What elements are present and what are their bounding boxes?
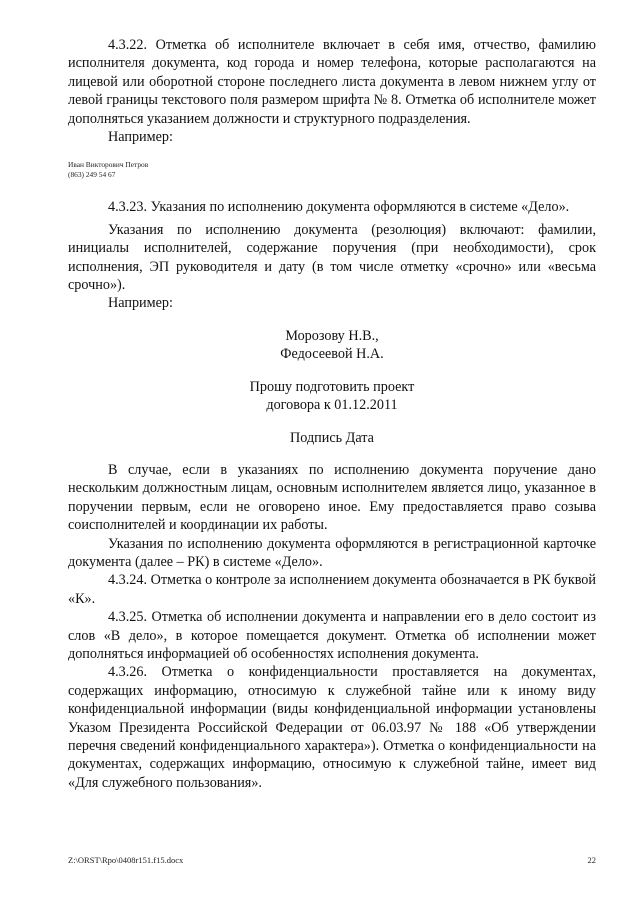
resolution-text-1: Прошу подготовить проект — [249, 378, 415, 395]
paragraph-resolution: Указания по исполнению документа (резолюция) включают: фамилии, инициалы исполнителей, содержание поручения (при необходимости), срок исполнения, ЭП руководителя и дату (в том числе отметку «срочно» или «весьма срочно»). — [68, 221, 596, 294]
paragraph-4-3-24: 4.3.24. Отметка о контроле за исполнением документа обозначается в РК буквой «К». — [68, 572, 596, 607]
resolution-signature: Подпись Дата — [290, 429, 374, 446]
page-number: 22 — [587, 855, 596, 865]
executor-phone: (863) 249 54 67 — [68, 170, 116, 180]
paragraph-4-3-25: 4.3.25. Отметка об исполнении документа и направлении его в дело состоит из слов «В дело», в которое помещается документ. Отметка об исполнении может дополняться информацией об особенностях исполнения документа. — [68, 609, 596, 662]
paragraph-4-3-26: 4.3.26. Отметка о конфиденциальности проставляется на документах, содержащих информацию, относимую к служебной тайне или к иному виду конфиденциальной информации (виды конфиденциальной информации установлены Указом Президента Российской Федерации от 06.03.97 № 188 «Об утверждении перечня сведений конфиденциального характера»). Отметка о конфиденциальности на документах, содержащих информацию, относимую к служебной тайне, имеет вид «Для служебного пользования». — [68, 664, 596, 791]
paragraph-4-3-23: 4.3.23. Указания по исполнению документа оформляются в системе «Дело». — [108, 199, 570, 216]
example-label: Например: — [108, 129, 173, 146]
footer-file-path: Z:\ORST\Rpo\0408r151.f15.docx — [68, 855, 184, 865]
example-label: Например: — [108, 295, 173, 312]
paragraph-4-3-22: 4.3.22. Отметка об исполнителе включает в себя имя, отчество, фамилию исполнителя документа, код города и номер телефона, которые располагаются на лицевой или оборотной стороне последнего листа документа в левом нижнем углу от левой границы текстового поля размером шрифта № 8. Отметка об исполнителе может дополняться указанием должности и структурного подразделения. — [68, 37, 596, 127]
resolution-recipient-1: Морозову Н.В., — [285, 327, 379, 344]
executor-name: Иван Викторович Петров — [68, 160, 149, 170]
paragraph-registration-card: Указания по исполнению документа оформляются в регистрационной карточке документа (далее – РК) в системе «Дело». — [68, 535, 596, 570]
document-page — [68, 36, 596, 792]
resolution-recipient-2: Федосеевой Н.А. — [280, 346, 384, 363]
resolution-text-2: договора к 01.12.2011 — [266, 397, 398, 414]
paragraph-multiple-executors: В случае, если в указаниях по исполнению документа поручение дано нескольким должностным лицам, основным исполнителем является лицо, указанное в поручении первым, если не оговорено иное. Ему предоставляется право созыва соисполнителей и координации их работы. — [68, 461, 596, 534]
